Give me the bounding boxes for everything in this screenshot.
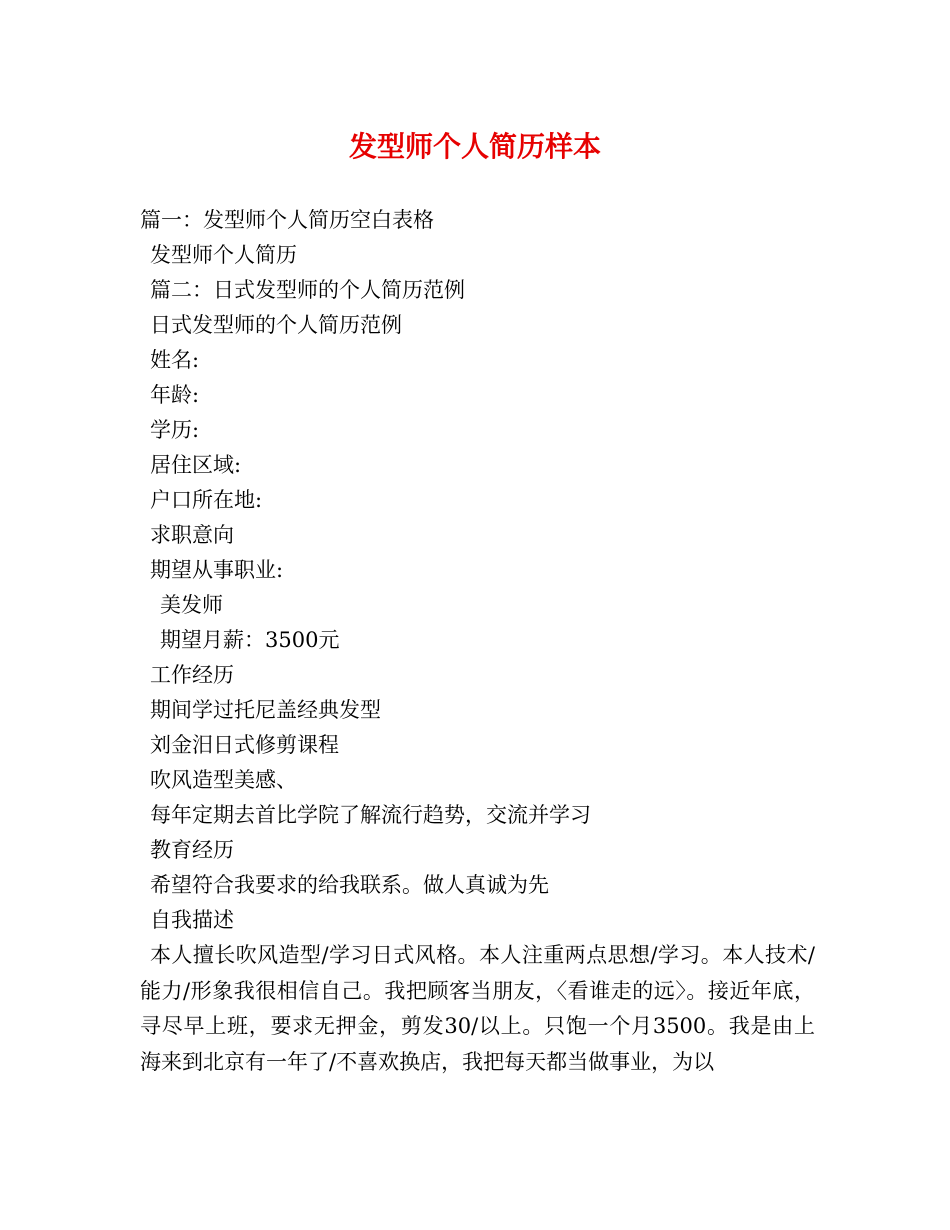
field-label-name: 姓名: bbox=[150, 348, 200, 372]
text-line: 刘金汨日式修剪课程 bbox=[150, 733, 339, 757]
field-label-hukou: 户口所在地: bbox=[150, 488, 263, 512]
document-body bbox=[140, 203, 820, 938]
field-value-job: 美发师 bbox=[160, 593, 223, 617]
section-heading: 篇二：日式发型师的个人简历范例 bbox=[150, 278, 465, 302]
field-label-age: 年龄: bbox=[150, 383, 200, 407]
text-line: 每年定期去首比学院了解流行趋势，交流并学习 bbox=[150, 803, 591, 827]
section-label-work-experience: 工作经历 bbox=[150, 663, 234, 687]
text-line: 希望符合我要求的给我联系。做人真诚为先 bbox=[150, 873, 549, 897]
field-label-education: 学历: bbox=[150, 418, 200, 442]
field-label-residence: 居住区域: bbox=[150, 453, 242, 477]
text-line: 吹风造型美感、 bbox=[150, 768, 297, 792]
section-label-self-description: 自我描述 bbox=[150, 908, 234, 932]
text-line: 日式发型师的个人简历范例 bbox=[150, 313, 402, 337]
document-title: 发型师个人简历样本 bbox=[348, 130, 601, 163]
text-line: 发型师个人简历 bbox=[150, 243, 297, 267]
section-label-education: 教育经历 bbox=[150, 838, 234, 862]
section-heading: 篇一：发型师个人简历空白表格 bbox=[140, 208, 434, 232]
field-expected-salary: 期望月薪：3500元 bbox=[160, 628, 340, 652]
field-label-expected-job: 期望从事职业: bbox=[150, 558, 284, 582]
section-label-job-intention: 求职意向 bbox=[150, 523, 234, 547]
text-line: 期间学过托尼盖经典发型 bbox=[150, 698, 381, 722]
self-description-paragraph: 本人擅长吹风造型/学习日式风格。本人注重两点思想/学习。本人技术/能力/形象我很相信自己。我把顾客当朋友，〈看谁走的远〉。接近年底，寻尽早上班，要求无押金，剪发30/以上。只饱一个月3500。我是由上海来到北京有一年了/不喜欢换店，我把每天都当做事业，为以 bbox=[140, 943, 815, 1074]
